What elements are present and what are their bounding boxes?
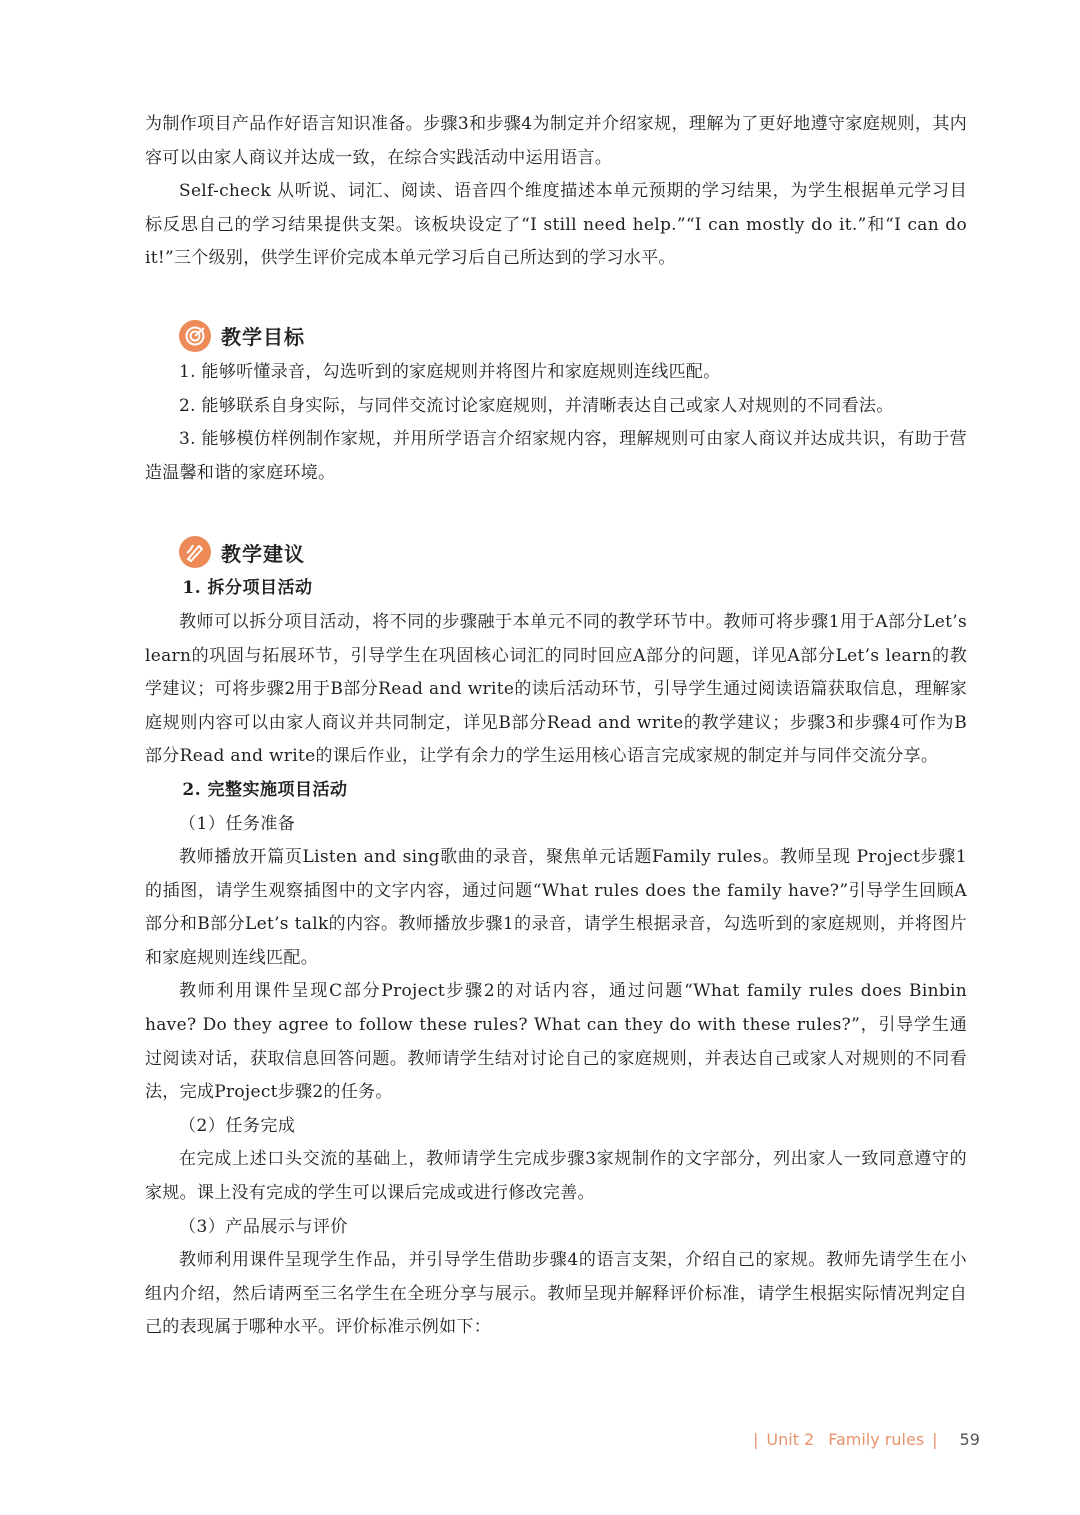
page-content [145, 108, 967, 1345]
footer-topic: Family rules [828, 1429, 925, 1449]
footer-separator-2: | [932, 1429, 938, 1449]
task-complete-title: （2）任务完成 [179, 1115, 296, 1136]
task-prep-title: （1）任务准备 [179, 813, 296, 834]
objective-item-1: 1. 能够听懂录音，勾选听到的家庭规则并将图片和家庭规则连线匹配。 [179, 361, 721, 382]
intro-paragraph-2: Self-check 从听说、词汇、阅读、语音四个维度描述本单元预期的学习结果，为学生根据单元学习目标反思自己的学习结果提供支架。该板块设定了“I still need help.”“I can mostly do it.”和“I can do it!”三个级别，供学生评价完成本单元学习后自己所达到的学习水平。 [145, 181, 967, 269]
task-complete-paragraph: 在完成上述口头交流的基础上，教师请学生完成步骤3家规制作的文字部分，列出家人一致同意遵守的家规。课上没有完成的学生可以课后完成或进行修改完善。 [145, 1149, 967, 1204]
split-activities-paragraph: 教师可以拆分项目活动，将不同的步骤融于本单元不同的教学环节中。教师可将步骤1用于A部分Let’s learn的巩固与拓展环节，引导学生在巩固核心词汇的同时回应A部分的问题，详见A部分Let’s learn的教学建议；可将步骤2用于B部分Read and write的读后活动环节，引导学生通过阅读语篇获取信息，理解家庭规则内容可以由家人商议并共同制定，详见B部分Read and write的教学建议；步骤3和步骤4可作为B部分Read and write的课后作业，让学有余力的学生运用核心语言完成家规的制定并与同伴交流分享。 [145, 611, 967, 767]
suggestions-title: 教学建议 [221, 541, 305, 566]
intro-paragraph-1: 为制作项目产品作好语言知识准备。步骤3和步骤4为制定并介绍家规，理解为了更好地遵守家庭规则，其内容可以由家人商议并达成一致，在综合实践活动中运用语言。 [145, 114, 967, 168]
objectives-title: 教学目标 [221, 325, 305, 350]
pencil-icon [179, 536, 211, 568]
task-prep-paragraph-1: 教师播放开篇页Listen and sing歌曲的录音，聚焦单元话题Family rules。教师呈现 Project步骤1的插图，请学生观察插图中的文字内容，通过问题“What rules does the family have?”引导学生回顾A部分和B部分Let’s talk的内容。教师播放步骤1的录音，请学生根据录音，勾选听到的家庭规则，并将图片和家庭规则连线匹配。 [145, 847, 967, 968]
footer-unit: Unit 2 [766, 1429, 815, 1449]
objectives-heading [179, 316, 967, 356]
target-icon [179, 320, 211, 352]
subsection-title-1: 1. 拆分项目活动 [182, 578, 313, 599]
suggestions-heading [179, 532, 967, 572]
subsection-title-2: 2. 完整实施项目活动 [182, 779, 348, 800]
showcase-title: （3）产品展示与评价 [179, 1216, 348, 1237]
page-number: 59 [959, 1429, 980, 1449]
page-footer [745, 1425, 980, 1453]
objective-item-3: 3. 能够模仿样例制作家规，并用所学语言介绍家规内容，理解规则可由家人商议并达成共识，有助于营造温馨和谐的家庭环境。 [145, 429, 967, 483]
footer-separator: | [753, 1429, 759, 1449]
task-prep-paragraph-2: 教师利用课件呈现C部分Project步骤2的对话内容，通过问题“What family rules does Binbin have? Do they agree to follow these rules? What can they do with these rules?”，引导学生通过阅读对话，获取信息回答问题。教师请学生结对讨论自己的家庭规则，并表达自己或家人对规则的不同看法，完成Project步骤2的任务。 [145, 981, 967, 1103]
objective-item-2: 2. 能够联系自身实际，与同伴交流讨论家庭规则，并清晰表达自己或家人对规则的不同看法。 [179, 395, 894, 416]
showcase-paragraph: 教师利用课件呈现学生作品，并引导学生借助步骤4的语言支架，介绍自己的家规。教师先请学生在小组内介绍，然后请两至三名学生在全班分享与展示。教师呈现并解释评价标准，请学生根据实际情况判定自己的表现属于哪种水平。评价标准示例如下： [145, 1250, 967, 1338]
